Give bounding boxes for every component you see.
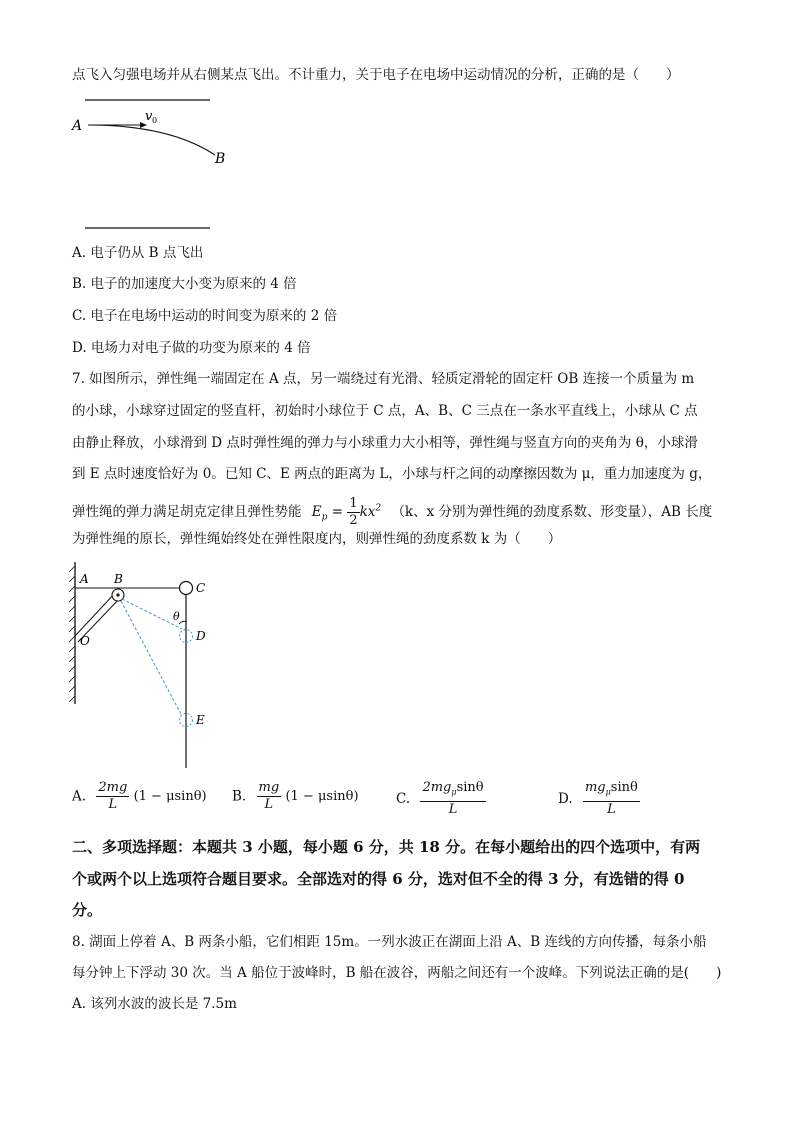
label-v: v	[145, 109, 153, 124]
q6-option-d: D. 电场力对电子做的功变为原来的 4 倍	[72, 340, 311, 356]
q7-line-3: 由静止释放，小球滑到 D 点时弹性绳的弹力与小球重力大小相等，弹性绳与竖直方向的夹角为 θ，小球滑	[72, 435, 698, 451]
q7-line-5-post: （k、x 分别为弹性绳的劲度系数、形变量），AB 长度	[391, 504, 713, 520]
section2-line-1: 二、多项选择题：本题共 3 小题，每小题 6 分，共 18 分。在每小题给出的四个选项中，有两	[72, 838, 701, 856]
label-e: E	[196, 713, 205, 727]
q7-line-5	[72, 496, 712, 529]
q8-line-2: 每分钟上下浮动 30 次。当 A 船位于波峰时，B 船在波谷，两船之间还有一个波峰。下列说法正确的是( )	[72, 965, 722, 981]
q8-option-a: A. 该列水波的波长是 7.5m	[72, 996, 237, 1012]
q8-line-1: 8. 湖面上停着 A、B 两条小船，它们相距 15m。一列水波正在湖面上沿 A、B 连线的方向传播，每条小船	[72, 934, 707, 950]
q7-line-5-pre: 弹性绳的弹力满足胡克定律且弹性势能	[72, 504, 302, 520]
q7-line-2: 的小球，小球穿过固定的竖直杆，初始时小球位于 C 点，A、B、C 三点在一条水平直线上，小球从 C 点	[72, 403, 698, 419]
ball-c	[180, 582, 193, 595]
q7-line-1: 7. 如图所示，弹性绳一端固定在 A 点，另一端绕过有光滑、轻质定滑轮的固定杆 OB 连接一个质量为 m	[72, 371, 695, 387]
q6-option-b: B. 电子的加速度大小变为原来的 4 倍	[72, 276, 297, 292]
q7-choice-a: A. $\frac{2mg}{L}$ (1 − μsinθ)	[72, 780, 207, 812]
label-c: C	[196, 581, 206, 595]
label-b: B	[215, 151, 226, 167]
q6-option-a: A. 电子仍从 B 点飞出	[72, 245, 204, 261]
label-a: A	[80, 572, 89, 586]
label-o: O	[80, 634, 90, 648]
rod-ob	[75, 592, 116, 636]
q7-choice-d: D. $\frac{mg_\mu\sin\theta}{L}$	[558, 780, 638, 817]
trajectory	[88, 125, 215, 155]
q7-diagram	[60, 556, 230, 771]
q6-diagram	[60, 90, 260, 240]
q6-stem: 点飞入匀强电场并从右侧某点飞出。不计重力，关于电子在电场中运动情况的分析，正确的是（ ）	[72, 67, 680, 83]
label-a: A	[72, 118, 83, 134]
q7-choice-c: C. $\frac{2mg_\mu\sin\theta}{L}$	[396, 780, 484, 817]
label-v-sub: 0	[152, 116, 158, 125]
section2-line-3: 分。	[72, 901, 103, 919]
elastic-energy-formula: $E_p$ = $\frac{1}{2}$ $kx^2$	[311, 496, 382, 528]
q7-choice-b: B. $\frac{mg}{L}$ (1 − μsinθ)	[232, 780, 359, 812]
wall-hatching	[69, 566, 75, 702]
label-theta: θ	[173, 610, 180, 623]
q7-line-4: 到 E 点时速度恰好为 0。已知 C、E 两点的距离为 L，小球与杆之间的动摩擦因数为 μ，重力加速度为 g，	[72, 466, 712, 482]
label-d: D	[196, 629, 206, 643]
q7-line-6: 为弹性绳的原长，弹性绳始终处在弹性限度内，则弹性绳的劲度系数 k 为（ ）	[72, 531, 562, 547]
section2-line-2: 个或两个以上选项符合题目要求。全部选对的得 6 分，选对但不全的得 3 分，有选错的得 0	[72, 870, 685, 888]
q6-option-c: C. 电子在电场中运动的时间变为原来的 2 倍	[72, 308, 338, 324]
label-b: B	[114, 572, 123, 586]
